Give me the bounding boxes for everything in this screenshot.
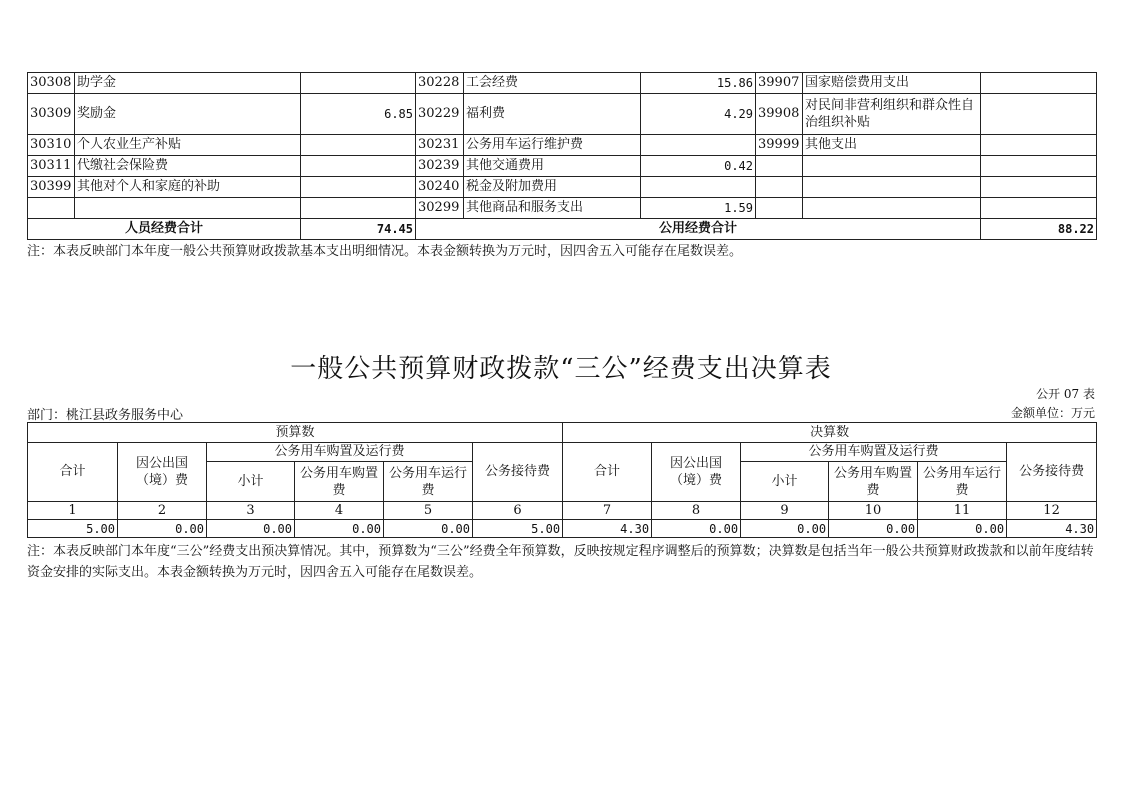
final-total-header: 合计 [563, 443, 652, 502]
totals-row [28, 219, 1097, 240]
personnel-total-label: 人员经费合计 [28, 219, 301, 240]
column-index-cell: 1 [28, 502, 118, 520]
name-cell: 助学金 [75, 73, 301, 94]
name-cell: 公务用车运行维护费 [464, 135, 641, 156]
value-cell [641, 135, 756, 156]
budget-header: 预算数 [28, 423, 563, 443]
name-cell: 对民间非营利组织和群众性自治组织补贴 [803, 94, 981, 135]
public-total-value: 88.22 [981, 219, 1097, 240]
column-index-cell: 12 [1007, 502, 1097, 520]
value-cell [981, 198, 1097, 219]
department-label: 部门：桃江县政务服务中心 [27, 408, 184, 423]
value-cell: 15.86 [641, 73, 756, 94]
table2-note: 注：本表反映部门本年度“三公”经费支出预决算情况。其中，预算数为“三公”经费全年预算数，反映按规定程序调整后的预算数；决算数是包括当年一般公共预算财政拨款和以前年度结转资金安排的实际支出。本表金额转换为万元时，因四舍五入可能存在尾数误差。 [27, 544, 1094, 580]
value-cell: 0.00 [918, 520, 1007, 538]
budget-subtotal-header: 小计 [207, 462, 295, 502]
name-cell: 其他交通费用 [464, 156, 641, 177]
budget-vehicle-run-header: 公务用车运行费 [384, 462, 473, 502]
value-cell: 1.59 [641, 198, 756, 219]
value-cell: 5.00 [28, 520, 118, 538]
value-cell: 4.30 [1007, 520, 1097, 538]
column-index-cell: 9 [741, 502, 829, 520]
sub-header-row-1 [28, 443, 1097, 462]
column-index-cell: 3 [207, 502, 295, 520]
column-index-cell: 6 [473, 502, 563, 520]
final-reception-header: 公务接待费 [1007, 443, 1097, 502]
name-cell: 奖励金 [75, 94, 301, 135]
code-cell: 30309 [28, 94, 75, 135]
value-cell [301, 177, 416, 198]
name-cell: 工会经费 [464, 73, 641, 94]
public-total-label: 公用经费合计 [416, 219, 981, 240]
column-index-cell: 11 [918, 502, 1007, 520]
value-cell: 0.00 [295, 520, 384, 538]
code-cell [756, 177, 803, 198]
name-cell [803, 177, 981, 198]
value-cell: 0.42 [641, 156, 756, 177]
value-cell: 0.00 [207, 520, 295, 538]
value-cell: 0.00 [118, 520, 207, 538]
basic-expenditure-rows [28, 73, 1097, 219]
final-header: 决算数 [563, 423, 1097, 443]
name-cell: 其他商品和服务支出 [464, 198, 641, 219]
code-cell: 30240 [416, 177, 464, 198]
form-number: 公开 07 表 [1036, 387, 1095, 401]
basic-expenditure-table [27, 72, 1097, 240]
table-row [28, 156, 1097, 177]
name-cell [803, 156, 981, 177]
three-public-expenses-table [27, 422, 1097, 538]
table-row [28, 73, 1097, 94]
name-cell: 其他对个人和家庭的补助 [75, 177, 301, 198]
column-index-cell: 4 [295, 502, 384, 520]
code-cell: 30399 [28, 177, 75, 198]
value-cell [981, 156, 1097, 177]
value-cell: 0.00 [829, 520, 918, 538]
column-index-cell: 5 [384, 502, 473, 520]
table-row [28, 177, 1097, 198]
code-cell: 39907 [756, 73, 803, 94]
final-vehicle-buy-header: 公务用车购置费 [829, 462, 918, 502]
name-cell [75, 198, 301, 219]
final-vehicle-run-header: 公务用车运行费 [918, 462, 1007, 502]
code-cell: 39908 [756, 94, 803, 135]
amount-unit-label: 金额单位：万元 [1010, 406, 1095, 420]
table-row [28, 198, 1097, 219]
table-row [28, 94, 1097, 135]
final-vehicle-group-header: 公务用车购置及运行费 [741, 443, 1007, 462]
value-cell [981, 135, 1097, 156]
value-cell: 0.00 [741, 520, 829, 538]
code-cell: 30229 [416, 94, 464, 135]
code-cell: 30239 [416, 156, 464, 177]
group-header-row [28, 423, 1097, 443]
name-cell: 国家赔偿费用支出 [803, 73, 981, 94]
value-cell: 6.85 [301, 94, 416, 135]
budget-abroad-header: 因公出国（境）费 [118, 443, 207, 502]
column-index-cell: 8 [652, 502, 741, 520]
code-cell: 30308 [28, 73, 75, 94]
code-cell: 30231 [416, 135, 464, 156]
final-subtotal-header: 小计 [741, 462, 829, 502]
code-cell [28, 198, 75, 219]
code-cell: 30299 [416, 198, 464, 219]
value-cell: 0.00 [384, 520, 473, 538]
page-title: 一般公共预算财政拨款“三公”经费支出决算表 [290, 354, 832, 384]
budget-vehicle-group-header: 公务用车购置及运行费 [207, 443, 473, 462]
column-index-cell: 2 [118, 502, 207, 520]
name-cell: 代缴社会保险费 [75, 156, 301, 177]
value-cell [641, 177, 756, 198]
code-cell: 39999 [756, 135, 803, 156]
column-index-cell: 7 [563, 502, 652, 520]
budget-vehicle-buy-header: 公务用车购置费 [295, 462, 384, 502]
column-index-row [28, 502, 1097, 520]
name-cell [803, 198, 981, 219]
code-cell: 30228 [416, 73, 464, 94]
name-cell: 其他支出 [803, 135, 981, 156]
name-cell: 税金及附加费用 [464, 177, 641, 198]
value-cell [301, 156, 416, 177]
personnel-total-value: 74.45 [301, 219, 416, 240]
code-cell: 30311 [28, 156, 75, 177]
name-cell: 个人农业生产补贴 [75, 135, 301, 156]
value-cell [981, 73, 1097, 94]
code-cell [756, 198, 803, 219]
value-cell [981, 94, 1097, 135]
values-row [28, 520, 1097, 538]
value-cell [301, 73, 416, 94]
value-cell: 4.29 [641, 94, 756, 135]
table-row [28, 135, 1097, 156]
value-cell [301, 135, 416, 156]
value-cell [981, 177, 1097, 198]
code-cell [756, 156, 803, 177]
value-cell: 5.00 [473, 520, 563, 538]
column-index-cell: 10 [829, 502, 918, 520]
value-cell: 4.30 [563, 520, 652, 538]
value-cell [301, 198, 416, 219]
budget-total-header: 合计 [28, 443, 118, 502]
code-cell: 30310 [28, 135, 75, 156]
final-abroad-header: 因公出国（境）费 [652, 443, 741, 502]
name-cell: 福利费 [464, 94, 641, 135]
value-cell: 0.00 [652, 520, 741, 538]
table1-note: 注：本表反映部门本年度一般公共预算财政拨款基本支出明细情况。本表金额转换为万元时，因四舍五入可能存在尾数误差。 [27, 244, 743, 259]
budget-reception-header: 公务接待费 [473, 443, 563, 502]
